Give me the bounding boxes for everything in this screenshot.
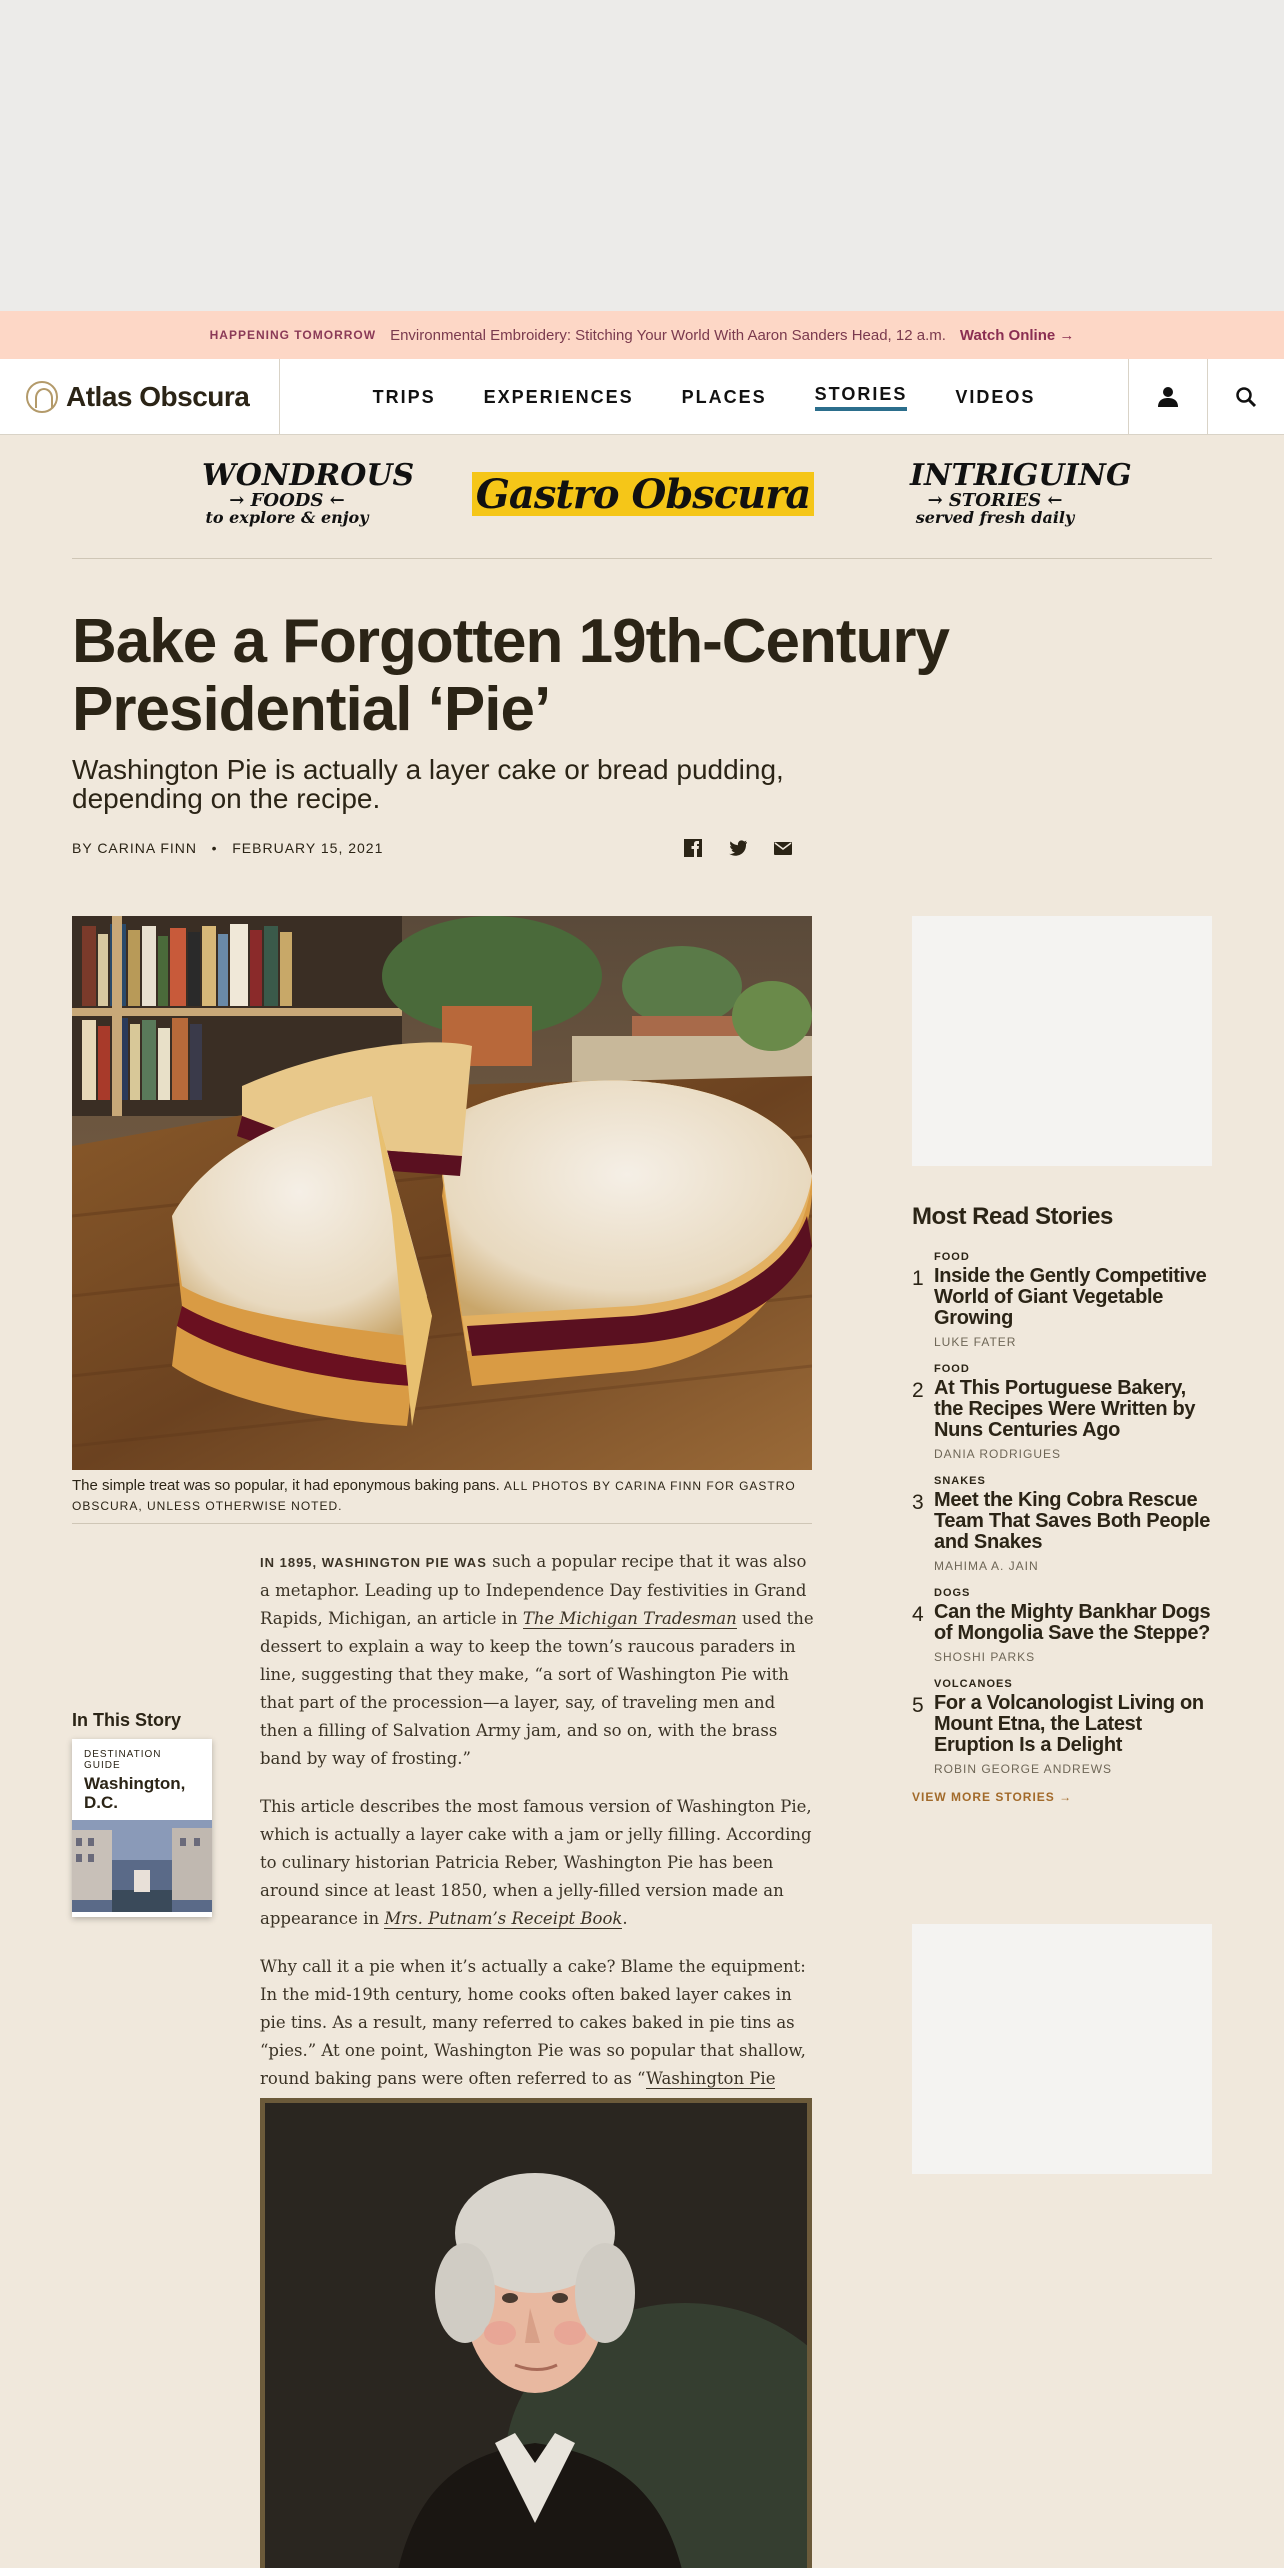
lead-in: IN 1895, WASHINGTON PIE WAS [260,1555,487,1570]
paragraph-1-text-b: used the dessert to explain a way to keep the town’s raucous paraders in line, suggesting that they make, “a sort of Washington Pie with that part of the procession—a layer, say, of traveling men and then a filling of Salvation Army jam, and so on, with the brass band by way of frosting.” [260,1609,814,1768]
search-icon [1235,386,1257,408]
site-logo-text: Atlas Obscura [66,381,250,412]
byline [72,840,383,856]
article-title: Bake a Forgotten 19th-Century Presidential ‘Pie’ [72,607,950,745]
most-read-title[interactable]: Inside the Gently Competitive World of Giant Vegetable Growing [934,1265,1207,1329]
in-this-story-label: In This Story [72,1710,182,1730]
washington-pie-plates-link[interactable]: Washington Pie [260,2069,775,2117]
byline-separator: • [201,840,228,856]
gastro-right-line1: INTRIGUING [910,458,1132,493]
paragraph-2-text-a: This article describes the most famous version of Washington Pie, which is actually a layer cake with a jam or jelly filling. According to culinary historian Patricia Reber, Washington Pie has been around since at least 1850, when a jelly-filled version made an appearance in [260,1797,812,1928]
washington-dc-thumbnail [72,1820,212,1912]
most-read-author: ROBIN GEORGE ANDREWS [934,1762,1113,1776]
most-read-category: FOOD [934,1363,970,1375]
most-read-category: FOOD [934,1251,970,1263]
email-icon[interactable] [773,838,793,858]
most-read-item[interactable] [912,1678,1212,1776]
washington-pie-photo [72,916,812,1470]
nav-stories[interactable]: STORIES [815,384,908,411]
happening-tag: HAPPENING TOMORROW [209,328,377,342]
most-read-author: LUKE FATER [934,1335,1017,1349]
putnam-receipt-book-link[interactable]: Mrs. Putnam’s Receipt Book [384,1909,623,1928]
gastro-obscura-logo[interactable] [472,472,814,516]
nav-trips[interactable]: TRIPS [372,386,436,407]
most-read-rank: 2 [912,1379,924,1402]
destination-guide-card[interactable] [72,1739,212,1917]
paragraph-2-text-b: . [622,1909,628,1928]
most-read-item[interactable] [912,1587,1212,1664]
most-read-stories [912,1203,1212,1804]
gastro-left-tagline [202,458,415,528]
most-read-author: DANIA RODRIGUES [934,1447,1062,1461]
most-read-rank: 3 [912,1491,924,1514]
caption-credit: ALL PHOTOS BY CARINA FINN FOR GASTRO OBSCURA, UNLESS OTHERWISE NOTED. [72,1479,796,1513]
facebook-icon[interactable] [683,838,703,858]
user-icon [1157,386,1179,408]
most-read-item[interactable] [912,1475,1212,1573]
account-button[interactable] [1129,359,1207,435]
most-read-item[interactable] [912,1363,1212,1461]
sidebar-ad-slot-1 [912,916,1212,1166]
gastro-logo-text: Gastro Obscura [475,470,811,518]
paragraph-3 [260,1953,814,2121]
top-ad-slot [0,0,1284,311]
most-read-category: DOGS [934,1587,971,1599]
nav-places[interactable]: PLACES [681,386,767,407]
most-read-title[interactable]: Meet the King Cobra Rescue Team That Saves Both People and Snakes [934,1489,1211,1553]
gastro-right-line2: → STORIES ← [927,489,1063,511]
gastro-left-line3: to explore & enjoy [205,508,369,528]
sidebar-ad-slot-2 [912,1924,1212,2174]
gastro-right-line3: served fresh daily [915,508,1075,528]
paragraph-2 [260,1793,814,1933]
nav-experiences[interactable]: EXPERIENCES [483,386,634,407]
hero-image [72,916,812,1470]
nav-links [280,359,1128,435]
share-buttons [683,838,793,858]
publish-date: FEBRUARY 15, 2021 [232,840,384,856]
twitter-icon[interactable] [728,838,748,858]
view-more-stories-link[interactable]: VIEW MORE STORIES → [912,1790,1073,1804]
gastro-left-line2: → FOODS ← [229,489,345,511]
gastro-left-line1: WONDROUS [202,458,415,493]
michigan-tradesman-link[interactable]: The Michigan Tradesman [522,1609,737,1628]
author-link[interactable]: BY CARINA FINN [72,840,197,856]
atlas-logo-icon [26,381,58,413]
gastro-obscura-banner[interactable] [72,435,1212,559]
gastro-right-tagline [910,458,1132,528]
george-washington-painting [265,2103,807,2568]
guide-title: Washington, D.C. [84,1774,186,1812]
most-read-rank: 1 [912,1267,924,1290]
most-read-title[interactable]: At This Portuguese Bakery, the Recipes Were Written by Nuns Centuries Ago [934,1377,1196,1441]
article-dek: Washington Pie is actually a layer cake or bread pudding, depending on the recipe. [72,754,784,815]
search-button[interactable] [1208,359,1284,435]
watch-online-link[interactable]: Watch Online → [959,326,1075,344]
most-read-item[interactable] [912,1251,1212,1349]
paragraph-3-text-a: Why call it a pie when it’s actually a cake? Blame the equipment: In the mid-19th century, home cooks often baked layer cakes in pie tins. As a result, many referred to cakes baked in pie tins as “pies.” At one point, Washington Pie was so popular that shallow, round baking pans were often referred to as “ [260,1957,806,2088]
caption-text: The simple treat was so popular, it had eponymous baking pans. [72,1477,500,1494]
most-read-rank: 5 [912,1694,924,1717]
happening-banner[interactable] [0,311,1284,359]
most-read-author: MAHIMA A. JAIN [934,1559,1039,1573]
most-read-title[interactable]: For a Volcanologist Living on Mount Etna, the Latest Eruption Is a Delight [934,1692,1204,1756]
washington-portrait [260,2098,812,2568]
most-read-category: VOLCANOES [934,1678,1013,1690]
in-this-story [72,1710,212,1917]
paragraph-1 [260,1548,814,1773]
most-read-author: SHOSHI PARKS [934,1650,1036,1664]
paragraph-1-text-a: such a popular recipe that it was also a metaphor. Leading up to Independence Day festivities in Grand Rapids, Michigan, an article in [260,1552,807,1628]
hero-caption [72,1476,812,1524]
main-nav [0,359,1284,435]
nav-videos[interactable]: VIDEOS [955,386,1036,407]
article-body [260,1548,814,2141]
guide-kicker: DESTINATION GUIDE [84,1749,162,1771]
most-read-title[interactable]: Can the Mighty Bankhar Dogs of Mongolia Save the Steppe? [934,1601,1211,1644]
site-logo[interactable] [26,359,249,435]
most-read-heading: Most Read Stories [912,1203,1113,1230]
most-read-rank: 4 [912,1603,924,1626]
most-read-category: SNAKES [934,1475,986,1487]
happening-event[interactable]: Environmental Embroidery: Stitching Your World With Aaron Sanders Head, 12 a.m. [390,326,946,344]
